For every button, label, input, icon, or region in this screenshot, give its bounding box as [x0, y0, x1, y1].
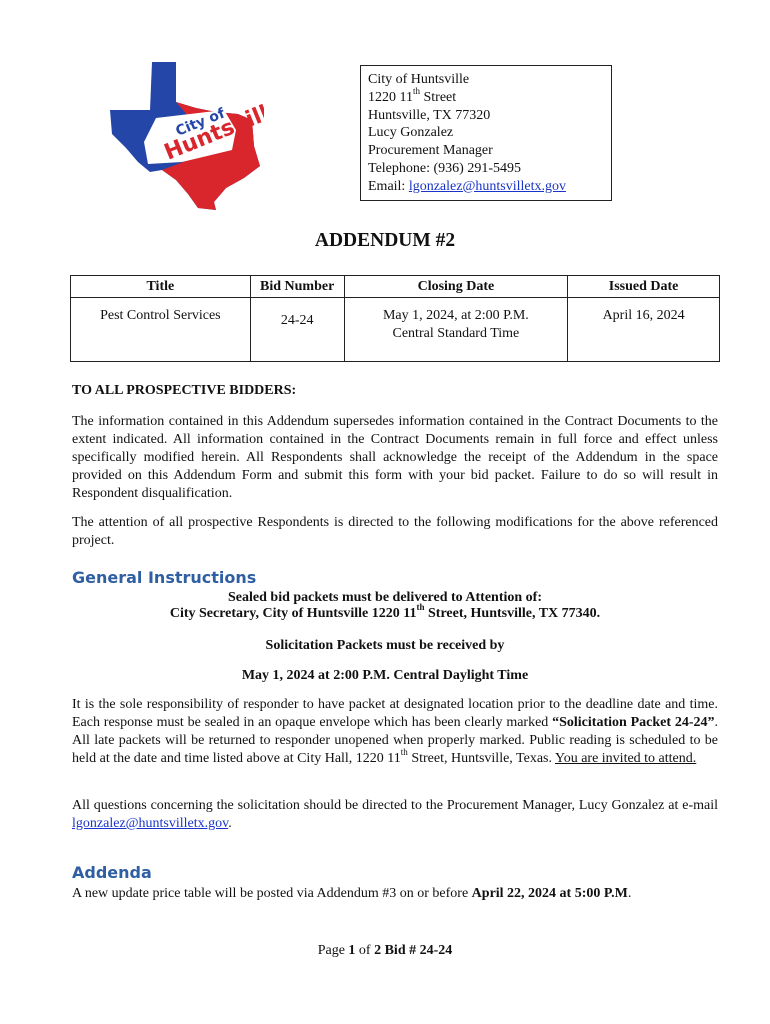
header-closing-date: Closing Date	[344, 276, 568, 298]
deadline-line: May 1, 2024 at 2:00 P.M. Central Daylight Time	[241, 668, 529, 683]
logo-text-city-of: City of	[173, 105, 228, 140]
contact-street: 1220 11th Street	[368, 86, 457, 105]
page-footer: Page 1 of 2 Bid # 24-24	[317, 943, 453, 958]
cell-issued-date: April 16, 2024	[568, 298, 720, 362]
cell-title: Pest Control Services	[71, 298, 251, 362]
cell-closing-date: May 1, 2024, at 2:00 P.M. Central Standard Time	[344, 298, 568, 362]
contact-org: City of Huntsville	[368, 72, 470, 87]
contact-city: Huntsville, TX 77320	[368, 107, 491, 123]
addendum-title: ADDENDUM #2	[314, 230, 456, 251]
contact-email-line: Email: lgonzalez@huntsvilletx.gov	[368, 178, 566, 194]
general-instructions-heading: General Instructions	[72, 568, 257, 587]
table-row	[71, 298, 720, 362]
logo-text-huntsville: Huntsville	[160, 95, 264, 166]
contact-email-link[interactable]: lgonzalez@huntsvilletx.gov	[408, 178, 566, 194]
addenda-heading: Addenda	[72, 863, 152, 882]
questions-paragraph: All questions concerning the solicitation should be directed to the Procurement Manager, Lucy Gonzalez at e-mail lgonzalez@huntsvilletx.gov.	[72, 798, 718, 831]
header-issued-date: Issued Date	[568, 276, 720, 298]
addenda-paragraph: A new update price table will be posted via Addendum #3 on or before April 22, 2024 at 5:00 P.M.	[72, 886, 632, 901]
delivery-line-2: City Secretary, City of Huntsville 1220 11th Street, Huntsville, TX 77340.	[169, 602, 601, 621]
questions-email-link[interactable]: lgonzalez@huntsvilletx.gov	[72, 816, 229, 831]
intro-paragraph: The information contained in this Addendum supersedes information contained in the Contract Documents to the extent indicated. All information contained in the Contract Documents remain in full force and effect unless specifically modified herein. All Respondents shall acknowledge the receipt of the Addendum in the space provided on this Addendum Form and submit this form with your bid packet. Failure to do so will result in Respondent disqualification.	[72, 414, 718, 501]
cell-bid-number: 24-24	[250, 298, 344, 362]
table-header-row	[71, 276, 720, 298]
header-title: Title	[71, 276, 251, 298]
bid-info-table	[70, 275, 720, 362]
delivery-line-1: Sealed bid packets must be delivered to Attention of:	[228, 590, 542, 605]
city-logo	[104, 62, 264, 210]
invite-text: You are invited to attend.	[554, 751, 697, 766]
contact-phone: Telephone: (936) 291-5495	[368, 160, 521, 176]
contact-title: Procurement Manager	[368, 143, 493, 159]
contact-box	[360, 65, 612, 201]
responsibility-paragraph: It is the sole responsibility of responder to have packet at designated location prior to the deadline date and time. Each response must be sealed in an opaque envelope which has been clearly marked “Solicitation Packet 24-24”. All late packets will be returned to responder unopened when properly marked. Public reading is scheduled to be held at the date and time listed above at City Hall, 1220 11th Street, Huntsville, Texas. You are invited to attend.	[72, 697, 718, 766]
received-by-line: Solicitation Packets must be received by	[265, 638, 505, 653]
to-bidders-heading: TO ALL PROSPECTIVE BIDDERS:	[72, 383, 297, 398]
header-bid-number: Bid Number	[250, 276, 344, 298]
contact-name: Lucy Gonzalez	[368, 125, 454, 141]
attention-paragraph: The attention of all prospective Respondents is directed to the following modifications for the above referenced project.	[72, 515, 718, 548]
